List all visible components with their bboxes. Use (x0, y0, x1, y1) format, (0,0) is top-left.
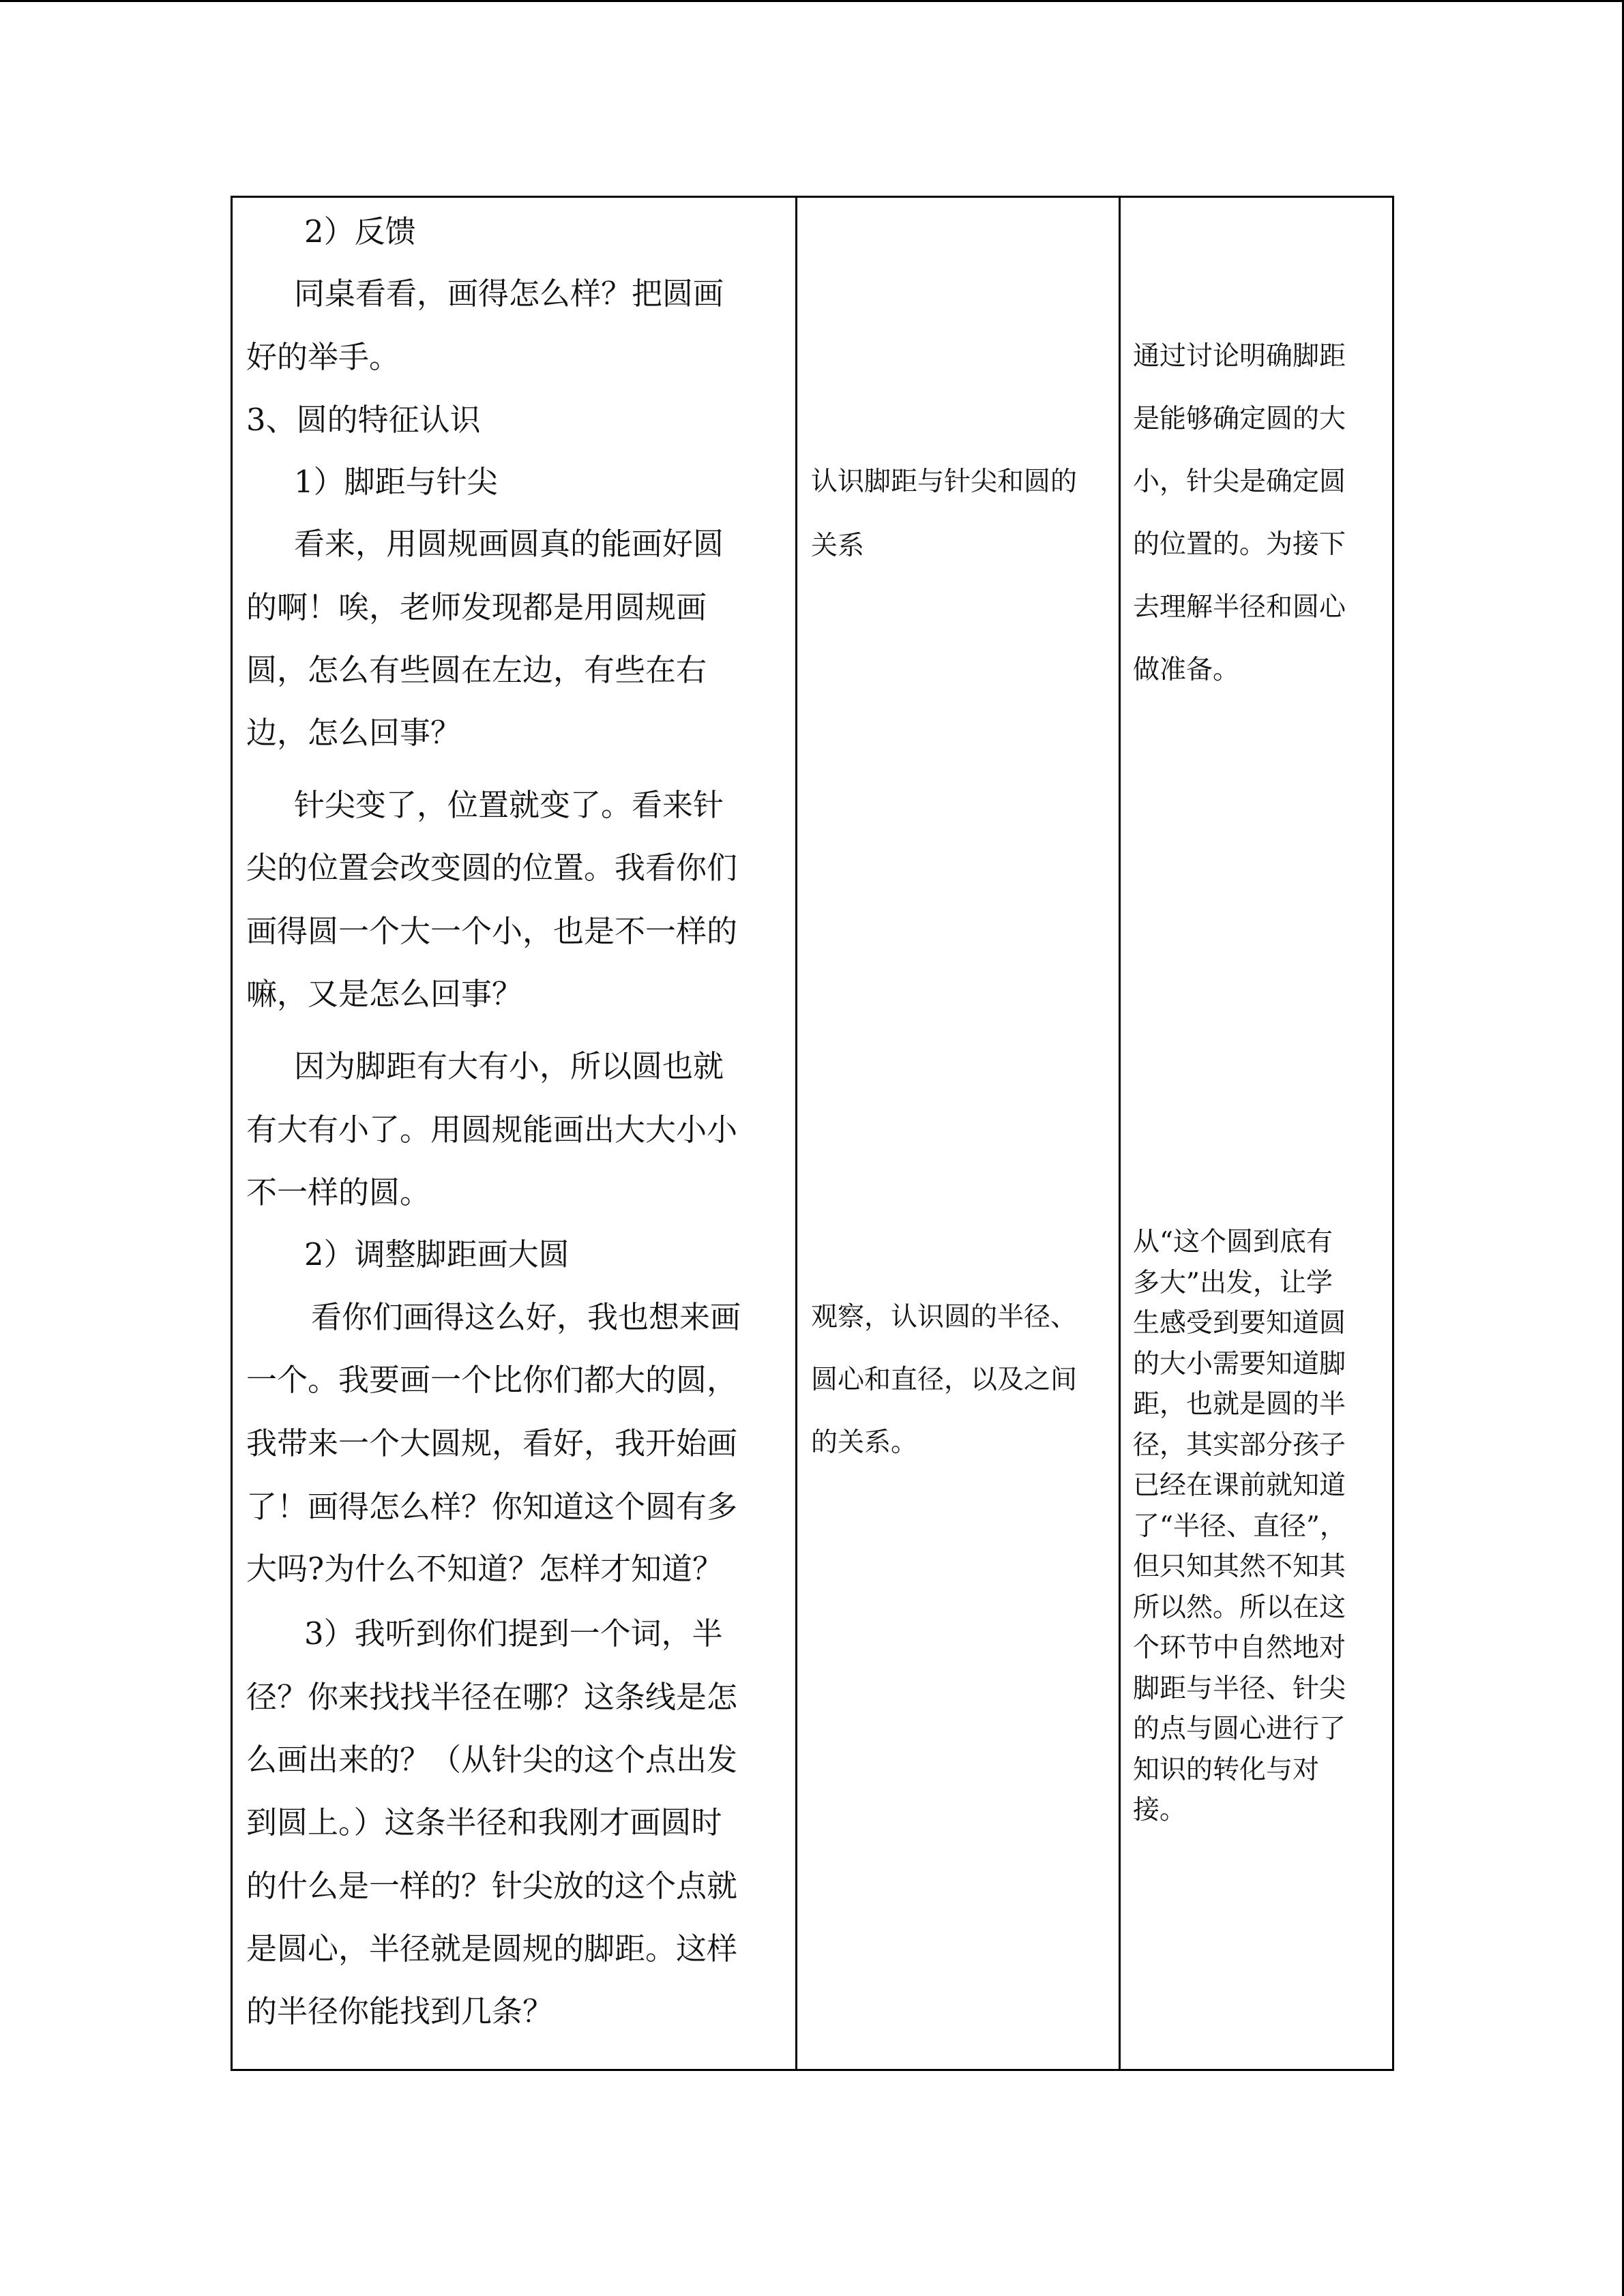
design-intent-line: 距，也就是圆的半 (1133, 1389, 1346, 1420)
process-text-line: 因为脚距有大有小，所以圆也就 (294, 1048, 724, 1084)
student-activity-line: 观察，认识圆的半径、 (811, 1302, 1078, 1332)
design-intent-line: 去理解半径和圆心 (1133, 592, 1346, 623)
design-intent-line: 多大”出发，让学 (1133, 1267, 1333, 1298)
process-text-line: 3）我听到你们提到一个词，半 (304, 1615, 723, 1652)
process-text-line: 圆，怎么有些圆在左边，有些在右 (246, 652, 707, 688)
process-text-line: 径？你来找找半径在哪？这条线是怎 (246, 1679, 738, 1715)
teaching-process-column (233, 198, 797, 2069)
design-intent-line: 生感受到要知道圆 (1133, 1308, 1346, 1339)
design-intent-line: 小，针尖是确定圆 (1133, 466, 1346, 497)
design-intent-line: 知识的转化与对 (1133, 1754, 1320, 1785)
process-text-line: 1）脚距与针尖 (294, 464, 498, 500)
design-intent-line: 个环节中自然地对 (1133, 1632, 1346, 1663)
design-intent-line: 但只知其然不知其 (1133, 1551, 1346, 1582)
student-activity-line: 认识脚距与针尖和圆的 (811, 466, 1078, 497)
process-text-line: 针尖变了，位置就变了。看来针 (294, 787, 724, 823)
process-text-line: 的啊！唉，老师发现都是用圆规画 (246, 589, 707, 625)
process-text-line: 看来，用圆规画圆真的能画好圆 (294, 526, 724, 562)
design-intent-line: 径，其实部分孩子 (1133, 1429, 1346, 1461)
design-intent-column (1121, 198, 1392, 2069)
student-activity-line: 关系 (811, 531, 865, 561)
design-intent-line: 做准备。 (1133, 655, 1240, 685)
process-text-line: 的什么是一样的？针尖放的这个点就 (246, 1868, 738, 1904)
process-text-line: 3、圆的特征认识 (246, 402, 481, 438)
process-text-line: 我带来一个大圆规，看好，我开始画 (246, 1425, 738, 1461)
process-text-line: 画得圆一个大一个小，也是不一样的 (246, 913, 738, 949)
design-intent-line: 的位置的。为接下 (1133, 529, 1346, 560)
design-intent-line: 通过讨论明确脚距 (1133, 341, 1346, 372)
design-intent-line: 的大小需要知道脚 (1133, 1348, 1346, 1380)
process-text-line: 了！画得怎么样？你知道这个圆有多 (246, 1489, 738, 1525)
process-text-line: 看你们画得这么好，我也想来画 (311, 1299, 741, 1335)
process-text-line: 2）反馈 (304, 213, 416, 250)
process-text-line: 尖的位置会改变圆的位置。我看你们 (246, 850, 738, 886)
process-text-line: 边，怎么回事？ (246, 715, 462, 751)
design-intent-line: 所以然。所以在这 (1133, 1592, 1346, 1623)
process-text-line: 嘛，又是怎么回事？ (246, 976, 523, 1012)
process-text-line: 2）调整脚距画大圆 (304, 1236, 570, 1272)
process-text-line: 的半径你能找到几条？ (246, 1993, 554, 2029)
process-text-line: 有大有小了。用圆规能画出大大小小 (246, 1112, 738, 1148)
student-activity-column (797, 198, 1121, 2069)
design-intent-line: 从“这个圆到底有 (1133, 1227, 1333, 1257)
process-text-line: 不一样的圆。 (246, 1174, 431, 1210)
design-intent-line: 了“半径、直径”， (1133, 1510, 1346, 1542)
student-activity-line: 圆心和直径，以及之间 (811, 1365, 1078, 1395)
design-intent-line: 接。 (1133, 1795, 1187, 1825)
design-intent-line: 已经在课前就知道 (1133, 1470, 1346, 1501)
process-text-line: 是圆心，半径就是圆规的脚距。这样 (246, 1930, 738, 1967)
lesson-plan-table (231, 196, 1394, 2071)
process-text-line: 到圆上。）这条半径和我刚才画圆时 (246, 1804, 722, 1840)
design-intent-line: 脚距与半径、针尖 (1133, 1673, 1346, 1704)
student-activity-line: 的关系。 (811, 1427, 918, 1458)
process-text-line: 大吗?为什么不知道？怎样才知道？ (246, 1551, 724, 1587)
process-text-line: 么画出来的？（从针尖的这个点出发 (246, 1742, 738, 1778)
process-text-line: 同桌看看，画得怎么样？把圆画 (294, 275, 724, 312)
design-intent-line: 是能够确定圆的大 (1133, 404, 1346, 434)
page-top-rule (0, 0, 1624, 2)
design-intent-line: 的点与圆心进行了 (1133, 1714, 1346, 1744)
process-text-line: 一个。我要画一个比你们都大的圆， (246, 1362, 738, 1398)
process-text-line: 好的举手。 (246, 339, 400, 375)
